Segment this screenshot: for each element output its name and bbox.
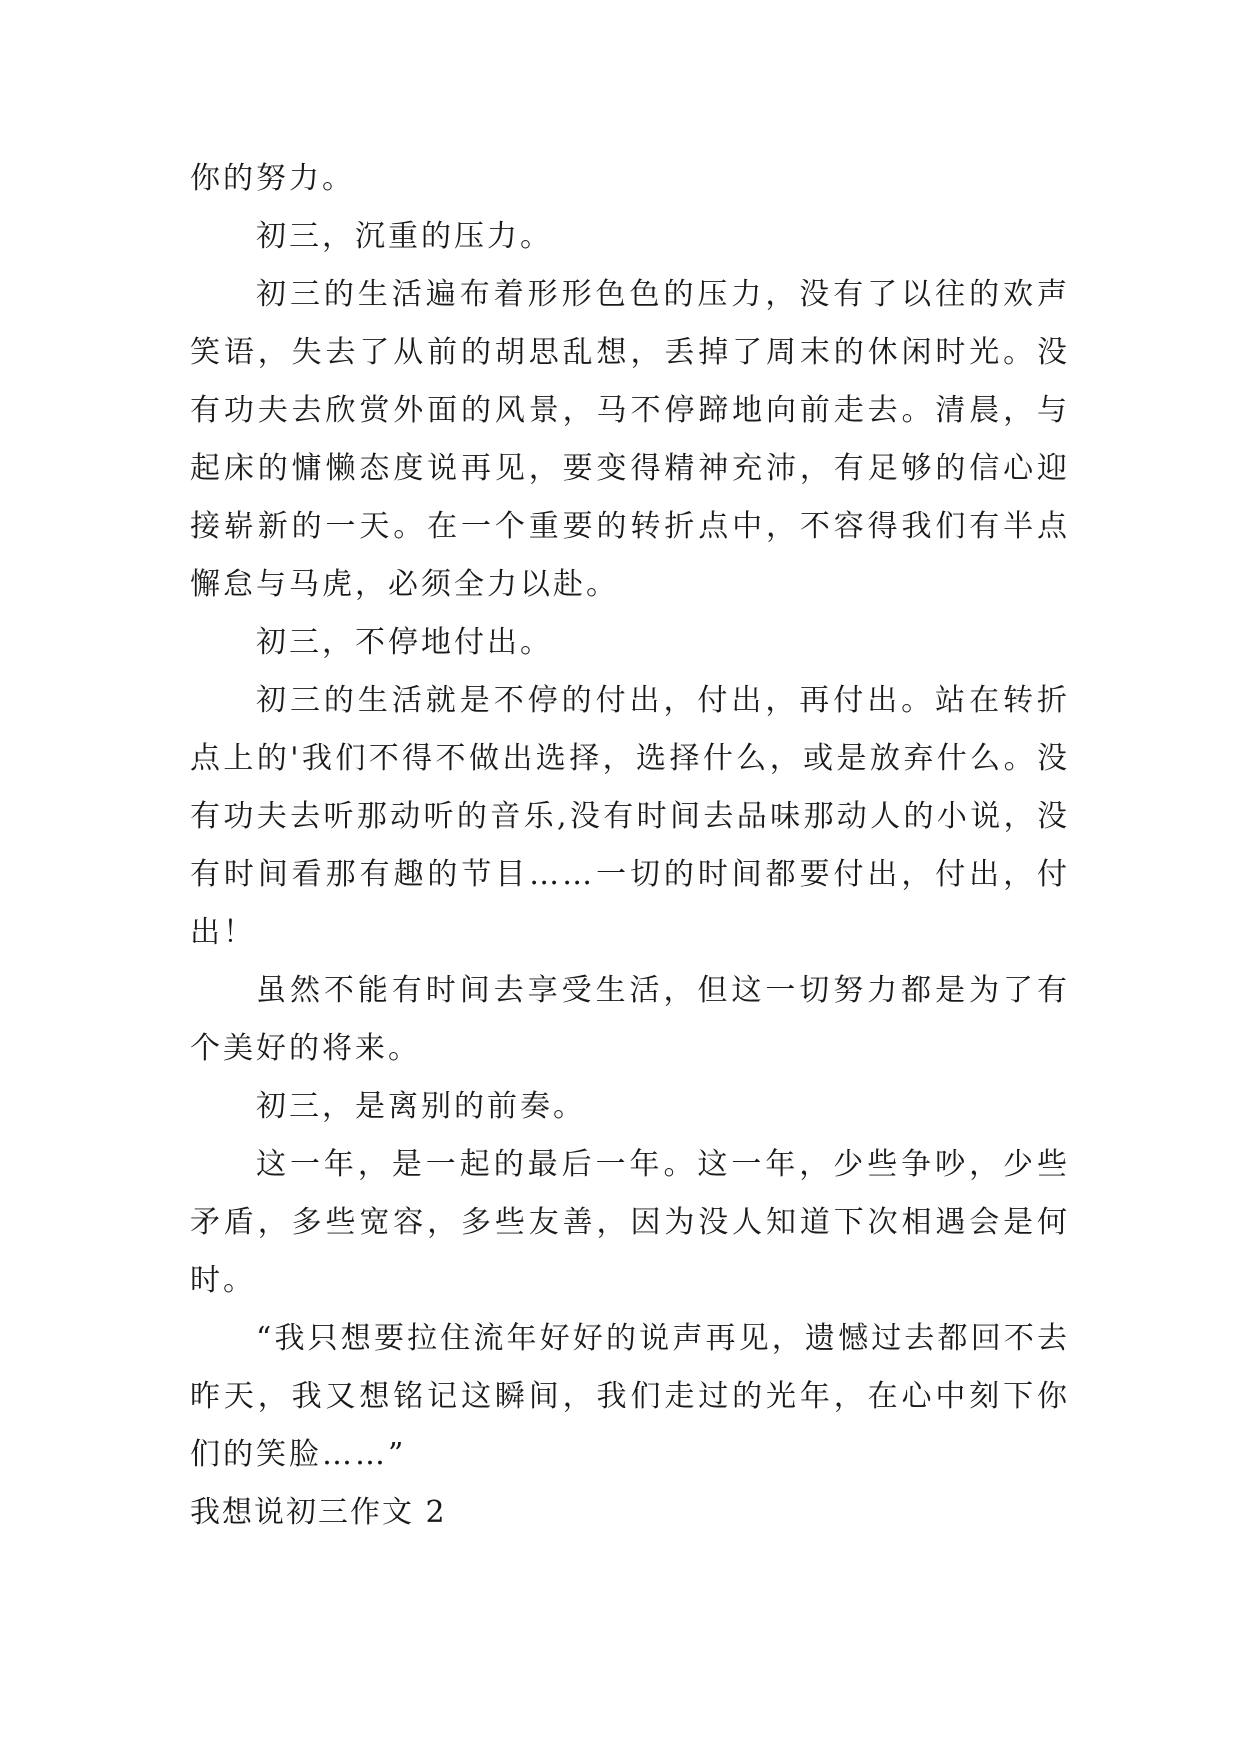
paragraph: 你的努力。 <box>190 161 355 196</box>
document-page <box>190 150 1070 1542</box>
paragraph: 虽然不能有时间去享受生活，但这一切努力都是为了有个美好的将来。 <box>190 973 1070 1066</box>
paragraph-quote: “我只想要拉住流年好好的说声再见，遗憾过去都回不去昨天，我又想铭记这瞬间，我们走过的光年，在心中刻下你们的笑脸……” <box>190 1321 1070 1472</box>
paragraph-heading-giving: 初三，不停地付出。 <box>256 625 553 660</box>
paragraph-heading-farewell: 初三，是离别的前奏。 <box>256 1089 586 1124</box>
paragraph-heading-pressure: 初三，沉重的压力。 <box>256 219 553 254</box>
paragraph: 初三的生活遍布着形形色色的压力，没有了以往的欢声笑语，失去了从前的胡思乱想，丢掉了周末的休闲时光。没有功夫去欣赏外面的风景，马不停蹄地向前走去。清晨，与起床的慵懒态度说再见，要变得精神充沛，有足够的信心迎接崭新的一天。在一个重要的转折点中，不容得我们有半点懈怠与马虎，必须全力以赴。 <box>190 277 1070 602</box>
paragraph: 初三的生活就是不停的付出，付出，再付出。站在转折点上的'我们不得不做出选择，选择什么，或是放弃什么。没有功夫去听那动听的音乐,没有时间去品味那动人的小说，没有时间看那有趣的节目……一切的时间都要付出，付出，付出！ <box>190 683 1070 950</box>
section-title: 我想说初三作文 2 <box>190 1495 447 1530</box>
paragraph: 这一年，是一起的最后一年。这一年，少些争吵，少些矛盾，多些宽容，多些友善，因为没人知道下次相遇会是何时。 <box>190 1147 1070 1298</box>
